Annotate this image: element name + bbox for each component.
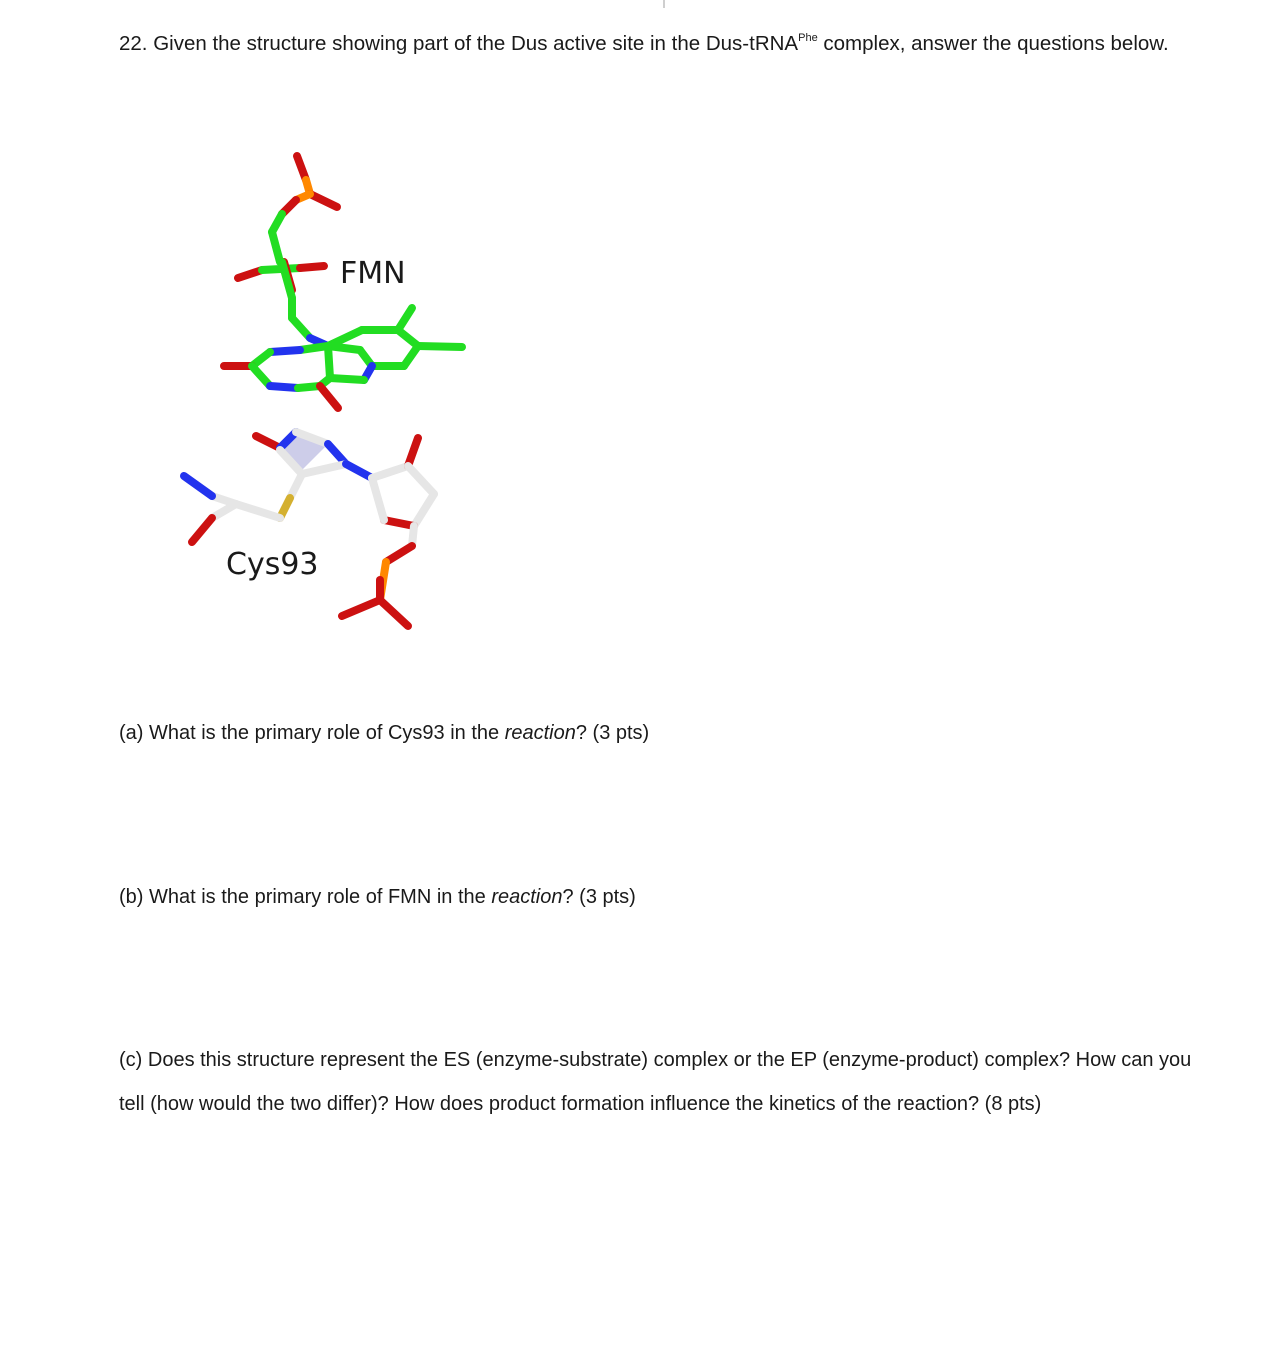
cys93-label: Cys93 [226, 547, 319, 582]
part-b-post: ? (3 pts) [562, 886, 636, 908]
question-part-b [119, 875, 1219, 919]
part-a-em: reaction [504, 722, 576, 744]
question-part-a [119, 711, 1219, 755]
question-part-c: (c) Does this structure represent the ES (enzyme-substrate) complex or the EP (enzyme-product) complex? How can you tell (how would the two differ)? How does product formation influence the kinetics of the reaction? (8 pts) [119, 1049, 1192, 1115]
question-text-2: complex, answer the questions below. [817, 32, 1169, 55]
question-number: 22. [119, 32, 148, 55]
part-a-pre: (a) What is the primary role of Cys93 in the [119, 722, 505, 744]
part-b-em: reaction [491, 886, 563, 908]
substrate-molecule [184, 432, 434, 626]
question-text-1: Given the structure showing part of the Dus active site in the Dus-tRNA [153, 32, 799, 55]
question-intro [119, 28, 1214, 60]
fmn-label: FMN [340, 256, 406, 291]
trna-superscript: Phe [798, 32, 818, 44]
text-cursor-mark [663, 0, 665, 8]
part-b-pre: (b) What is the primary role of FMN in the [119, 886, 492, 908]
part-a-post: ? (3 pts) [575, 722, 650, 744]
